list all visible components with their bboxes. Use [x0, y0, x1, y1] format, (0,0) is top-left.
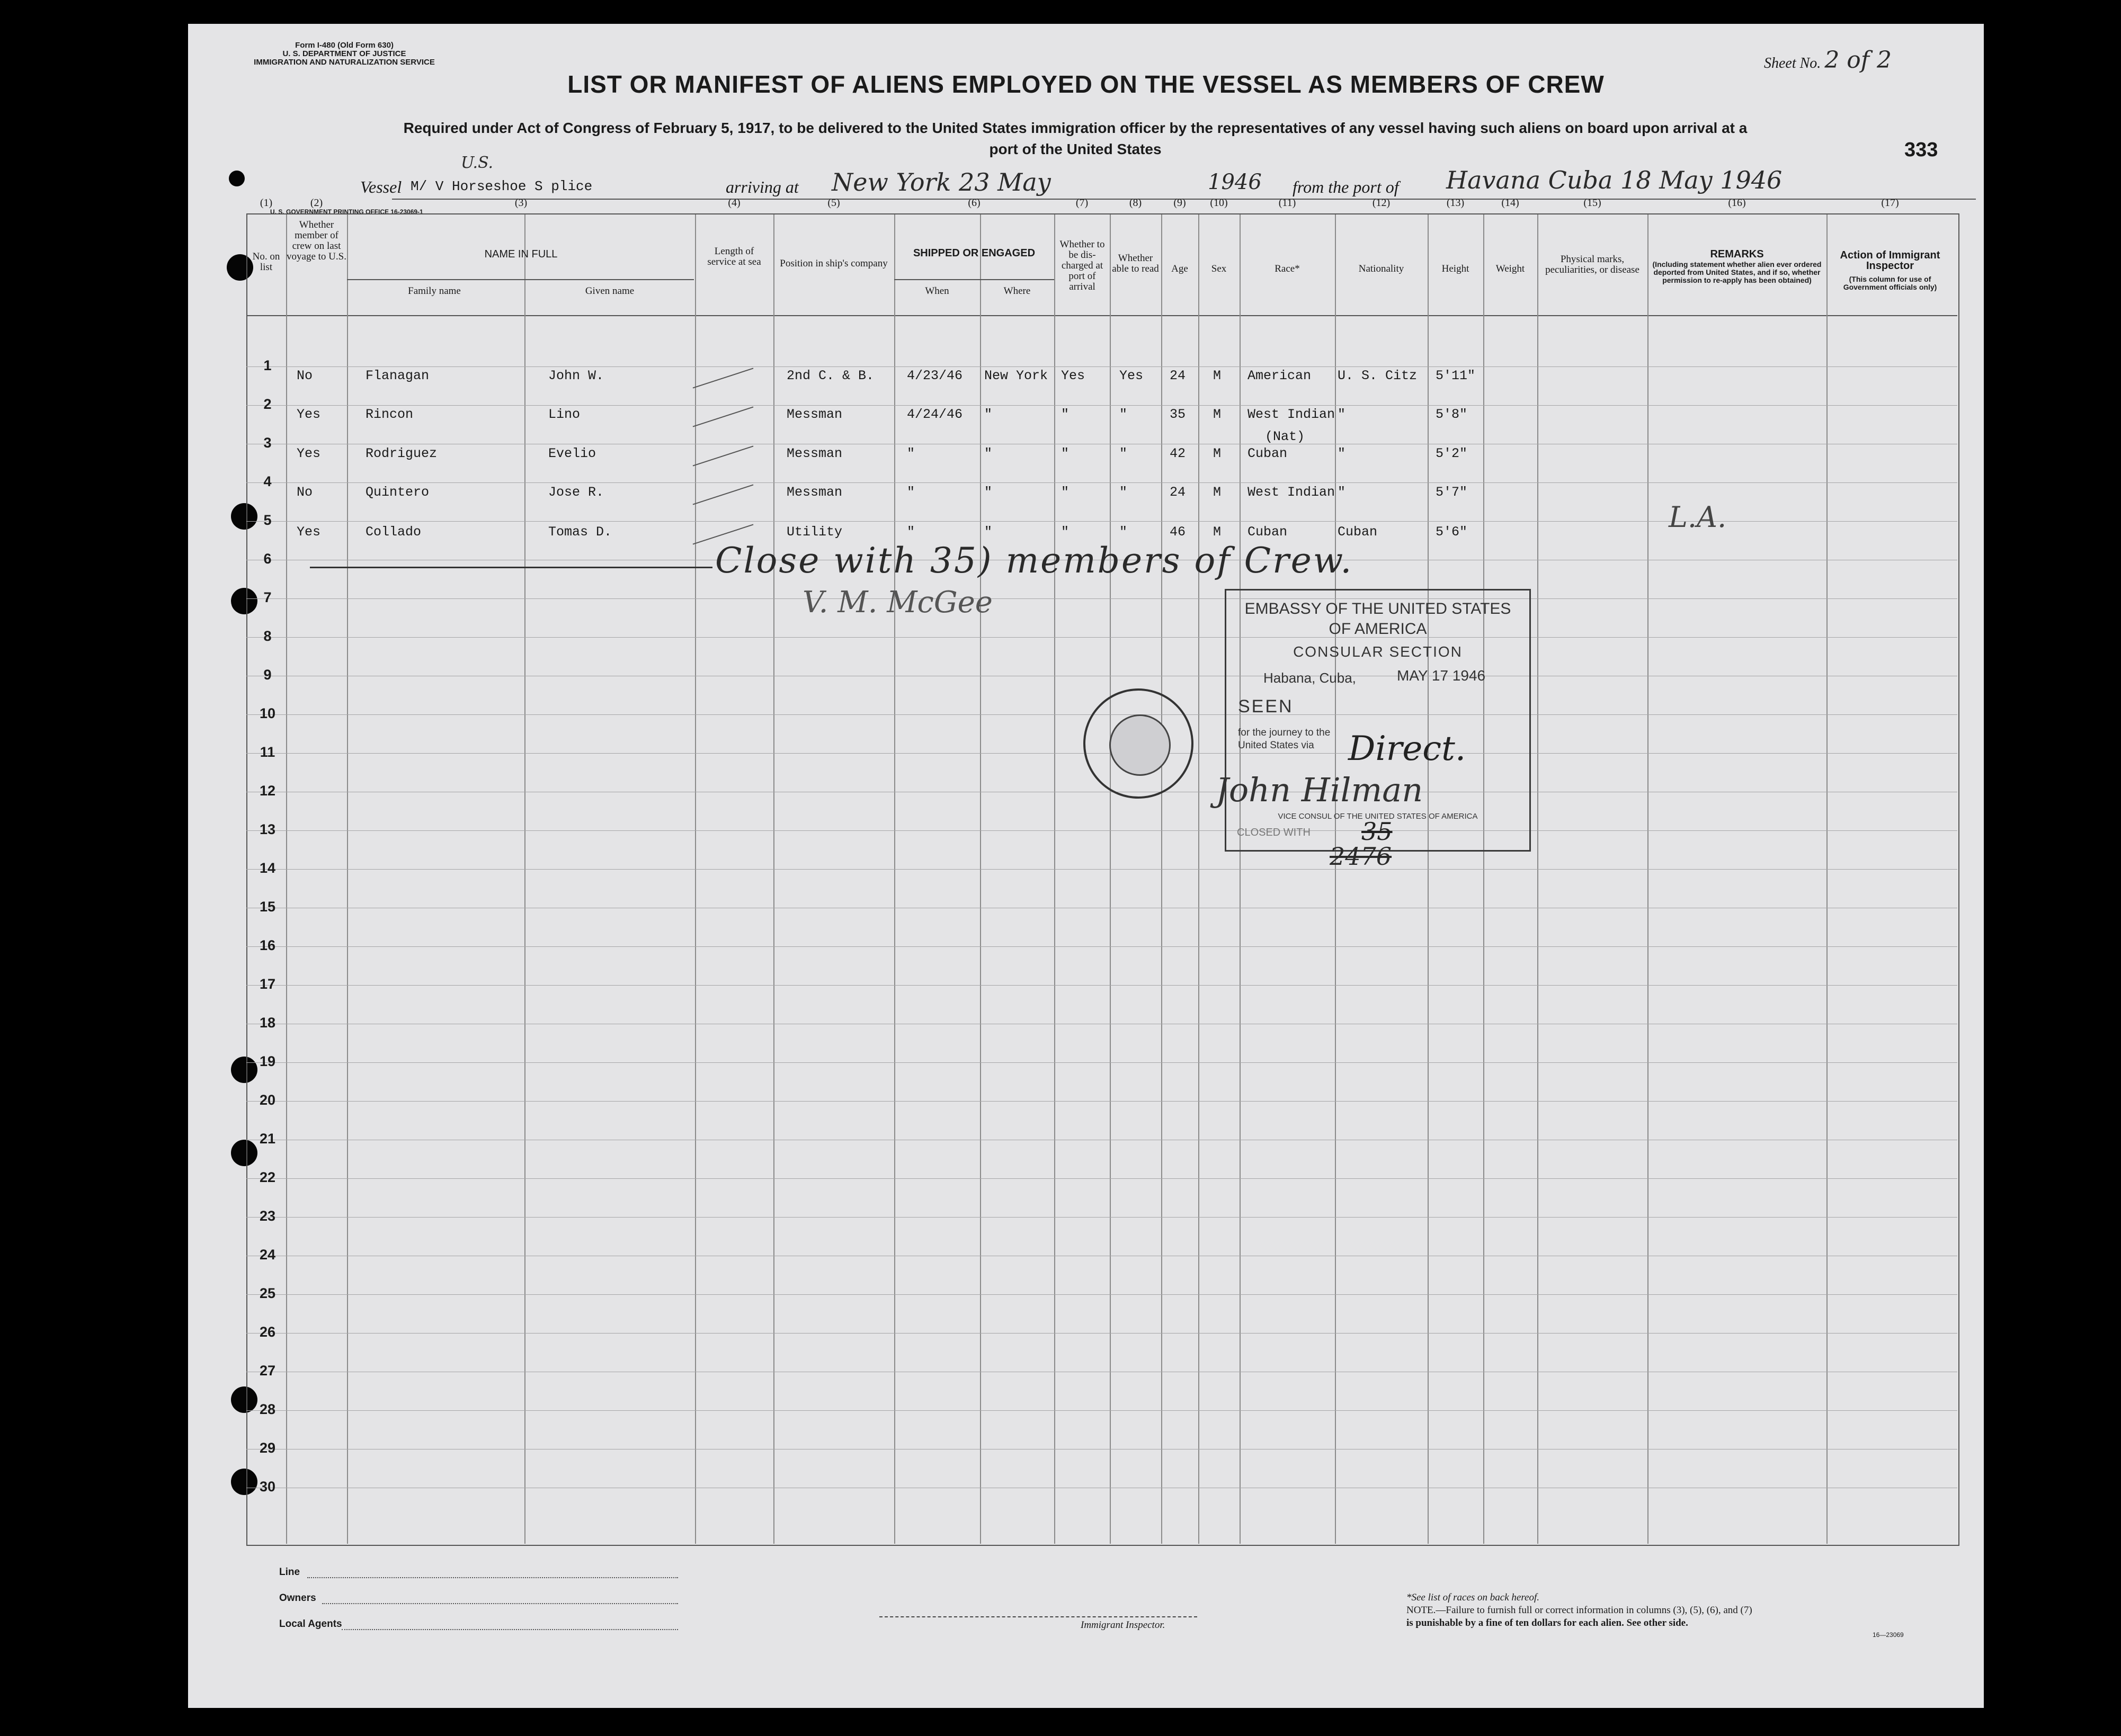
cell-where: " — [984, 524, 993, 540]
row-number: 29 — [259, 1440, 276, 1456]
manifest-table — [246, 213, 1959, 1546]
row-rule — [246, 482, 1957, 483]
cell-family: Rodriguez — [366, 446, 438, 461]
cell-position: Messman — [787, 407, 843, 422]
header-position: Position in ship's company — [780, 258, 888, 269]
sheet-number: Sheet No. 2 of 2 — [1764, 47, 1892, 74]
cell-where: " — [984, 485, 993, 500]
row-rule — [246, 1101, 1957, 1102]
arrival-port: New York 23 May — [832, 168, 1051, 196]
cell-when: 4/23/46 — [907, 368, 963, 383]
cell-when: " — [907, 485, 915, 500]
row-rule — [246, 830, 1957, 831]
cell-last-voyage: Yes — [297, 407, 321, 422]
cell-last-voyage: No — [297, 485, 313, 500]
nat-note: (Nat) — [1265, 429, 1305, 444]
row-number: 1 — [263, 357, 272, 373]
row-number: 13 — [259, 821, 276, 837]
departure-port: Havana Cuba 18 May 1946 — [1446, 166, 1783, 194]
header-able-read: Whether able to read — [1112, 253, 1159, 274]
row-number: 6 — [263, 551, 272, 567]
row-number: 4 — [263, 473, 272, 489]
cell-nationality: U. S. Citz — [1338, 368, 1418, 383]
row-number: 9 — [263, 667, 272, 683]
row-number: 23 — [259, 1208, 276, 1224]
header-remarks-note: (Including statement whether alien ever ordered deported from United States, and if so, whether permission to re-apply has been obtained) — [1652, 260, 1822, 284]
cell-race: Cuban — [1247, 446, 1288, 461]
cell-discharged: Yes — [1061, 368, 1085, 383]
cell-where: " — [984, 446, 993, 461]
initials-annotation: L.A. — [1669, 500, 1727, 534]
table-header-rule — [246, 315, 1957, 316]
row-number: 15 — [259, 899, 276, 915]
footer-owners-label: Owners — [279, 1592, 316, 1604]
embassy-seal — [1083, 688, 1193, 799]
cell-height: 5'7" — [1436, 485, 1468, 500]
gpo-line: U. S. GOVERNMENT PRINTING OFFICE 16-23069-1 — [270, 208, 423, 216]
punch-hole — [229, 171, 245, 186]
footer-note-1: NOTE.—Failure to furnish full or correct information in columns (3), (5), (6), and (7) — [1406, 1605, 1752, 1616]
header-inspector-note: (This column for use of Government officials only) — [1843, 275, 1937, 291]
row-number: 5 — [263, 512, 272, 528]
cell-position: 2nd C. & B. — [787, 368, 875, 383]
subtitle: Required under Act of Congress of February 5, 1917, to be delivered to the United States immigration officer by the representatives of any vessel having such aliens on board upon arrival at a port of the United States — [403, 120, 1748, 157]
row-number: 10 — [259, 705, 276, 721]
cell-sex: M — [1213, 446, 1222, 461]
cell-given: Tomas D. — [548, 524, 612, 540]
cell-age: 42 — [1170, 446, 1186, 461]
cell-age: 24 — [1170, 485, 1186, 500]
header-physical-marks: Physical marks, peculiarities, or disease — [1545, 254, 1639, 275]
cell-age: 24 — [1170, 368, 1186, 383]
cell-where: " — [984, 407, 993, 422]
cell-family: Quintero — [366, 485, 430, 500]
header-when: When — [925, 285, 949, 297]
cell-given: Lino — [548, 407, 581, 422]
footer-line-label: Line — [279, 1567, 300, 1578]
header-height: Height — [1441, 263, 1469, 274]
cell-given: Evelio — [548, 446, 596, 461]
row-number: 7 — [263, 589, 272, 605]
close-line-left — [310, 567, 712, 568]
cell-nationality: " — [1338, 407, 1346, 422]
page-title: LIST OR MANIFEST OF ALIENS EMPLOYED ON THE VESSEL AS MEMBERS OF CREW — [567, 70, 1605, 98]
cell-position: Utility — [787, 524, 843, 540]
cell-discharged: " — [1061, 446, 1070, 461]
vessel-name: M/ V Horseshoe S plice — [411, 178, 593, 194]
row-number: 26 — [259, 1324, 276, 1340]
cell-read: Yes — [1119, 368, 1144, 383]
cell-position: Messman — [787, 446, 843, 461]
header-given-name: Given name — [585, 285, 635, 297]
row-number: 30 — [259, 1479, 276, 1495]
row-rule — [246, 1333, 1957, 1334]
header-nationality: Nationality — [1358, 263, 1404, 274]
cell-discharged: " — [1061, 524, 1070, 540]
row-rule — [246, 869, 1957, 870]
row-number: 8 — [263, 628, 272, 644]
consular-stamp: EMBASSY OF THE UNITED STATES OF AMERICA CONSULAR SECTION Habana, Cuba, MAY 17 1946 SEEN for the journey to the United States via Direct. John Hilman VICE CONSUL OF THE UNITED STATES OF AMERICA CLOSED WITH 35 — [1225, 589, 1531, 852]
footer-races-note: *See list of races on back hereof. — [1406, 1592, 1539, 1603]
page-number: 333 — [1904, 139, 1938, 161]
row-number: 2 — [263, 396, 272, 412]
footer-inspector-label: Immigrant Inspector. — [1081, 1619, 1165, 1631]
cell-nationality: " — [1338, 446, 1346, 461]
cell-when: 4/24/46 — [907, 407, 963, 422]
stamp-sub-value: 2476 — [1330, 842, 1392, 871]
row-number: 12 — [259, 783, 276, 799]
row-rule — [246, 1410, 1957, 1411]
row-number: 16 — [259, 937, 276, 953]
cell-discharged: " — [1061, 407, 1070, 422]
form-number: Form I-480 (Old Form 630) — [295, 41, 394, 50]
row-number: 27 — [259, 1363, 276, 1379]
cell-height: 5'6" — [1436, 524, 1468, 540]
cell-read: " — [1119, 407, 1128, 422]
cell-age: 35 — [1170, 407, 1186, 422]
cell-height: 5'8" — [1436, 407, 1468, 422]
form-id-block — [249, 41, 440, 67]
footer-agents-label: Local Agents — [279, 1618, 342, 1630]
row-rule — [246, 1178, 1957, 1179]
header-length-service: Length of service at sea — [707, 246, 761, 267]
row-number: 19 — [259, 1053, 276, 1069]
stamp-date: MAY 17 1946 — [1397, 667, 1486, 684]
vessel-correction: U.S. — [461, 154, 494, 172]
row-number: 17 — [259, 976, 276, 992]
cell-age: 46 — [1170, 524, 1186, 540]
service-name: IMMIGRATION AND NATURALIZATION SERVICE — [254, 58, 435, 67]
cell-where: New York — [984, 368, 1048, 383]
row-rule — [246, 405, 1957, 406]
cell-race: West Indian — [1247, 485, 1335, 500]
cell-read: " — [1119, 524, 1128, 540]
header-shipped: SHIPPED OR ENGAGED — [913, 247, 1036, 259]
header-sex: Sex — [1211, 263, 1227, 274]
cell-race: Cuban — [1247, 524, 1288, 540]
row-rule — [246, 946, 1957, 947]
header-discharged: Whether to be dis-charged at port of arrival — [1059, 239, 1105, 292]
row-number: 24 — [259, 1247, 276, 1263]
row-number: 14 — [259, 860, 276, 876]
cell-last-voyage: No — [297, 368, 313, 383]
cell-read: " — [1119, 485, 1128, 500]
cell-race: American — [1247, 368, 1312, 383]
row-rule — [246, 1294, 1957, 1295]
row-rule — [246, 1217, 1957, 1218]
cell-family: Flanagan — [366, 368, 430, 383]
row-number: 28 — [259, 1401, 276, 1417]
header-family-name: Family name — [408, 285, 461, 297]
department-name: U. S. DEPARTMENT OF JUSTICE — [282, 49, 406, 58]
header-inspector-action: Action of Immigrant Inspector — [1840, 249, 1940, 272]
document-scan: Form I-480 (Old Form 630) U. S. DEPARTMENT OF JUSTICE IMMIGRATION AND NATURALIZATION SERVICE Sheet No. 2 of 2 LIST OR MANIFEST OF ALIENS EMPLOYED ON THE VESSEL AS MEMBERS OF CREW Required under Act of Congress of February 5, 1917, to be delivered to the United States immigration officer by the representatives of any vessel having such aliens on board upon arrival at a port of the United States 333 U.S. Vessel M/ V Horseshoe S plice arriving at New York 23 May 1946 from the port of Havana Cuba 18 May 1946 U. S. GOVERNMENT PRINTING OFFICE 16-23069-1 (1) (2) (3) (4) (5) (6) (7) (8) (9) (10) (11) (12) (13) (14) (15) (16) (17) No. on list Whether member of crew on last voyage to U.S. NAME IN FULL Family name Given name Length of service at sea Position in ship's company SHIPPED OR ENGAGED When Where Whether to be dis-charged at port of arrival Whether able to read Age Sex Race* Nationality Height Weight Physical marks, peculiarities, or disease REMARKS (Including statement whether alien ever ordered deported from United States, and if so, whether permission to re-apply has been obtained) Action of Immigrant Inspector (This column for use of Government officials only) 1 2 3 4 5 6 7 8 9 10 11 12 13 14 15 16 17 18 19 20 21 22 23 24 25 26 27 28 29 30 No Flanagan John W. 2nd C. & B. 4/23/46 New York Yes Yes 24 M American U. S. Citz 5'11" Yes Rincon Lino Messman 4/24/46 " " " 35 M West Indian " 5'8" Yes Rodriguez Evelio Messman " " " " 42 M Cuban " 5'2" No Quintero Jose R. Messman " " " " 24 M West Indian " 5'7" Yes Collado Tomas D. Utility " " " " 46 M Cuban Cuban 5'6" (Nat) L.A. Close with 35) members of Crew. V. M. McGee EMBASSY OF THE UNITED STATES OF AMERICA CONSULAR SECTION Habana, Cuba, MAY 17 1946 SEEN for the journey to the United States via Direct. John Hilman VICE CONSUL OF THE UNITED STATES OF AMERICA CLOSED WITH 35 2476 Line Owners Local Agents Immigrant Inspector. *See list of races on back hereof. NOTE.—Failure to furnish full or correct information in columns (3), (5), (6), and (7) is punishable by a fine of ten dollars for each alien. See other side. 16—23069 — [0, 0, 2121, 1736]
cell-read: " — [1119, 446, 1128, 461]
row-number: 20 — [259, 1092, 276, 1108]
cell-family: Collado — [366, 524, 422, 540]
cell-last-voyage: Yes — [297, 446, 321, 461]
close-annotation: Close with 35) members of Crew. — [715, 540, 1353, 581]
header-where: Where — [1003, 285, 1031, 297]
cell-when: " — [907, 524, 915, 540]
row-number: 21 — [259, 1131, 276, 1147]
arrival-year: 1946 — [1208, 170, 1262, 194]
vessel-line: Vessel M/ V Horseshoe S plice arriving at New York 23 May 1946 from the port of Havana Cuba 18 May 1946 — [360, 177, 1976, 204]
row-number: 11 — [260, 744, 275, 760]
cell-sex: M — [1213, 368, 1222, 383]
cell-given: Jose R. — [548, 485, 604, 500]
footer-code: 16—23069 — [1873, 1631, 1904, 1639]
header-remarks: REMARKS — [1710, 248, 1764, 260]
cell-sex: M — [1213, 524, 1222, 540]
header-age: Age — [1171, 263, 1188, 274]
consul-signature: John Hilman — [1216, 771, 1423, 809]
row-number: 22 — [259, 1169, 276, 1185]
cell-nationality: " — [1338, 485, 1346, 500]
cell-height: 5'2" — [1436, 446, 1468, 461]
header-last-voyage: Whether member of crew on last voyage to U.S. — [287, 219, 346, 262]
cell-sex: M — [1213, 407, 1222, 422]
footer-note-2: is punishable by a fine of ten dollars for each alien. See other side. — [1406, 1617, 1688, 1628]
cell-family: Rincon — [366, 407, 414, 422]
row-number: 18 — [259, 1015, 276, 1031]
row-number: 25 — [259, 1285, 276, 1301]
cell-sex: M — [1213, 485, 1222, 500]
agent-signature: V. M. McGee — [803, 585, 993, 620]
sheet-number-value: 2 of 2 — [1824, 47, 1892, 74]
cell-race: West Indian — [1247, 407, 1335, 422]
row-number: 3 — [263, 435, 272, 451]
cell-discharged: " — [1061, 485, 1070, 500]
cell-last-voyage: Yes — [297, 524, 321, 540]
cell-nationality: Cuban — [1338, 524, 1378, 540]
row-rule — [246, 598, 1957, 599]
cell-position: Messman — [787, 485, 843, 500]
row-rule — [246, 366, 1957, 367]
row-rule — [246, 1062, 1957, 1063]
cell-when: " — [907, 446, 915, 461]
header-weight: Weight — [1495, 263, 1525, 274]
cell-given: John W. — [548, 368, 604, 383]
row-rule — [246, 637, 1957, 638]
header-race: Race* — [1275, 263, 1300, 274]
row-rule — [246, 985, 1957, 986]
cell-height: 5'11" — [1436, 368, 1476, 383]
header-no-on-list: No. on list — [252, 251, 280, 273]
header-name-in-full: NAME IN FULL — [484, 248, 558, 260]
